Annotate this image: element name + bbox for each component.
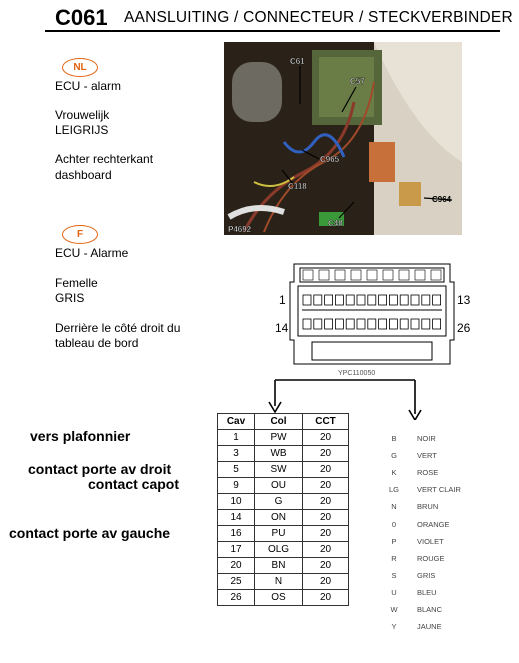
legend-color-name: BRUN xyxy=(417,502,439,512)
cell-col: PU xyxy=(255,526,303,542)
connector-rib xyxy=(367,270,377,280)
legend-code: P xyxy=(391,536,397,546)
cell-cav: 14 xyxy=(218,510,255,526)
pin-cavity xyxy=(379,319,387,329)
photo-label-c48: C48 xyxy=(328,219,343,228)
cell-col: G xyxy=(255,494,303,510)
legend-color-name: BLEU xyxy=(417,587,437,597)
cell-cct: 20 xyxy=(303,430,349,446)
cell-cct: 20 xyxy=(303,558,349,574)
connector-rib xyxy=(303,270,313,280)
cell-cct: 20 xyxy=(303,478,349,494)
pin-cavity xyxy=(346,295,354,305)
pin-cavity xyxy=(357,319,365,329)
nl-color: LEIGRIJS xyxy=(55,123,109,137)
pin-label-14: 14 xyxy=(275,321,289,335)
legend-color-name: VERT xyxy=(417,451,437,461)
connector-rib xyxy=(383,270,393,280)
connector-code: C061 xyxy=(55,5,108,30)
table-row xyxy=(218,590,349,606)
legend-color-name: ROSE xyxy=(417,468,439,478)
legend-code: R xyxy=(391,553,397,563)
connector-rib xyxy=(319,270,329,280)
table-header-row xyxy=(218,414,349,430)
cell-col: N xyxy=(255,574,303,590)
cell-cct: 20 xyxy=(303,574,349,590)
column-header-cct: CCT xyxy=(303,414,349,430)
table-row xyxy=(218,478,349,494)
cell-cct: 20 xyxy=(303,526,349,542)
legend-code: G xyxy=(391,451,397,461)
legend-color-name: ORANGE xyxy=(417,519,450,529)
cell-cav: 10 xyxy=(218,494,255,510)
connector-rib xyxy=(415,270,425,280)
legend-color-name: VERT CLAIR xyxy=(417,485,461,495)
cell-cct: 20 xyxy=(303,446,349,462)
pin-cavity xyxy=(357,295,365,305)
pin-label-26: 26 xyxy=(457,321,471,335)
cell-cct: 20 xyxy=(303,542,349,558)
label-contact-porte-av-gauche: contact porte av gauche xyxy=(9,525,171,541)
fr-function: ECU - Alarme xyxy=(55,246,129,260)
legend-code: 0 xyxy=(391,519,397,529)
nl-location-line1: Achter rechterkant xyxy=(55,152,154,166)
legend-color-name: NOIR xyxy=(417,434,436,443)
pin-cavity xyxy=(433,319,441,329)
fr-color: GRIS xyxy=(55,291,85,305)
nl-function: ECU - alarm xyxy=(55,79,122,93)
nl-gender: Vrouwelijk xyxy=(55,108,110,122)
nl-language-badge: NL xyxy=(62,58,98,77)
pin-cavity xyxy=(335,319,343,329)
connector-rib xyxy=(351,270,361,280)
legend-color-name: VIOLET xyxy=(417,536,444,546)
connector-rib xyxy=(399,270,409,280)
photo-label-c61: C61 xyxy=(290,57,305,66)
pin-cavity xyxy=(314,319,322,329)
photo-label-c965: C965 xyxy=(320,155,340,164)
cell-cav: 25 xyxy=(218,574,255,590)
legend-code: Y xyxy=(391,622,397,632)
label-vers-plafonnier: vers plafonnier xyxy=(30,428,131,444)
legend-code: S xyxy=(391,570,397,580)
legend-color-name: JAUNE xyxy=(417,622,442,632)
cell-col: OS xyxy=(255,590,303,606)
cell-cav: 3 xyxy=(218,446,255,462)
column-header-cav: Cav xyxy=(218,414,255,430)
pin-cavity xyxy=(368,319,376,329)
photo-label-c964: C964 xyxy=(432,195,452,204)
pin-cavity xyxy=(346,319,354,329)
connector-rib xyxy=(335,270,345,280)
pin-cavity xyxy=(400,319,408,329)
cell-cav: 5 xyxy=(218,462,255,478)
fr-location-line2: tableau de bord xyxy=(55,336,139,350)
pin-cavity xyxy=(325,295,333,305)
table-row xyxy=(218,430,349,446)
label-contact-porte-av-droit: contact porte av droit xyxy=(28,461,172,477)
table-row xyxy=(218,526,349,542)
cell-cct: 20 xyxy=(303,462,349,478)
legend-color-name: BLANC xyxy=(417,605,443,614)
fr-language-badge: F xyxy=(62,225,98,244)
legend-code: B xyxy=(391,434,397,443)
pin-cavity xyxy=(400,295,408,305)
table-row xyxy=(218,494,349,510)
cell-col: OU xyxy=(255,478,303,494)
photo-label-c118: C118 xyxy=(288,182,307,191)
connector-reference: YPC110050 xyxy=(338,370,376,377)
pin-cavity xyxy=(325,319,333,329)
page-title: AANSLUITING / CONNECTEUR / STECKVERBINDER xyxy=(124,9,513,26)
pin-cavity xyxy=(389,295,397,305)
table-row xyxy=(218,446,349,462)
pin-cavity xyxy=(368,295,376,305)
pin-cavity xyxy=(411,319,419,329)
legend-code: K xyxy=(391,468,397,478)
pin-label-13: 13 xyxy=(457,293,471,307)
pin-cavity xyxy=(303,319,311,329)
cell-cct: 20 xyxy=(303,590,349,606)
pin-cavity xyxy=(379,295,387,305)
table-row xyxy=(218,462,349,478)
pin-cavity xyxy=(389,319,397,329)
cell-cav: 1 xyxy=(218,430,255,446)
cell-cav: 9 xyxy=(218,478,255,494)
cell-cav: 16 xyxy=(218,526,255,542)
cell-cct: 20 xyxy=(303,510,349,526)
legend-color-name: GRIS xyxy=(417,570,436,580)
pin-cavity xyxy=(411,295,419,305)
cell-col: WB xyxy=(255,446,303,462)
table-row xyxy=(218,574,349,590)
cell-cav: 26 xyxy=(218,590,255,606)
connector-face-drawing xyxy=(272,252,472,377)
label-contact-capot: contact capot xyxy=(88,476,180,492)
legend-code: U xyxy=(391,587,397,597)
pin-label-1: 1 xyxy=(279,293,286,307)
connector-rib xyxy=(431,270,441,280)
pin-cavity xyxy=(335,295,343,305)
photo-label-p4692: P4692 xyxy=(228,225,252,234)
cell-cct: 20 xyxy=(303,494,349,510)
table-row xyxy=(218,558,349,574)
pin-cavity xyxy=(422,295,430,305)
pin-cavity xyxy=(422,319,430,329)
table-row xyxy=(218,542,349,558)
cell-col: PW xyxy=(255,430,303,446)
pin-cavity xyxy=(433,295,441,305)
photo-label-c57: C57 xyxy=(350,77,365,86)
dashboard-photo xyxy=(224,42,462,235)
pin-table xyxy=(217,413,349,606)
fr-location-line1: Derrière le côté droit du xyxy=(55,321,181,335)
legend-code: W xyxy=(390,605,398,614)
pin-cavity xyxy=(314,295,322,305)
cell-col: SW xyxy=(255,462,303,478)
legend-code: N xyxy=(391,502,397,512)
header-divider xyxy=(45,30,500,32)
cell-col: ON xyxy=(255,510,303,526)
cell-col: BN xyxy=(255,558,303,574)
legend-color-name: ROUGE xyxy=(417,553,445,563)
cell-cav: 17 xyxy=(218,542,255,558)
nl-location-line2: dashboard xyxy=(55,168,112,182)
legend-code: LG xyxy=(388,485,399,495)
table-row xyxy=(218,510,349,526)
cell-col: OLG xyxy=(255,542,303,558)
column-header-col: Col xyxy=(255,414,303,430)
pin-cavity xyxy=(303,295,311,305)
cell-cav: 20 xyxy=(218,558,255,574)
fr-gender: Femelle xyxy=(55,276,98,290)
